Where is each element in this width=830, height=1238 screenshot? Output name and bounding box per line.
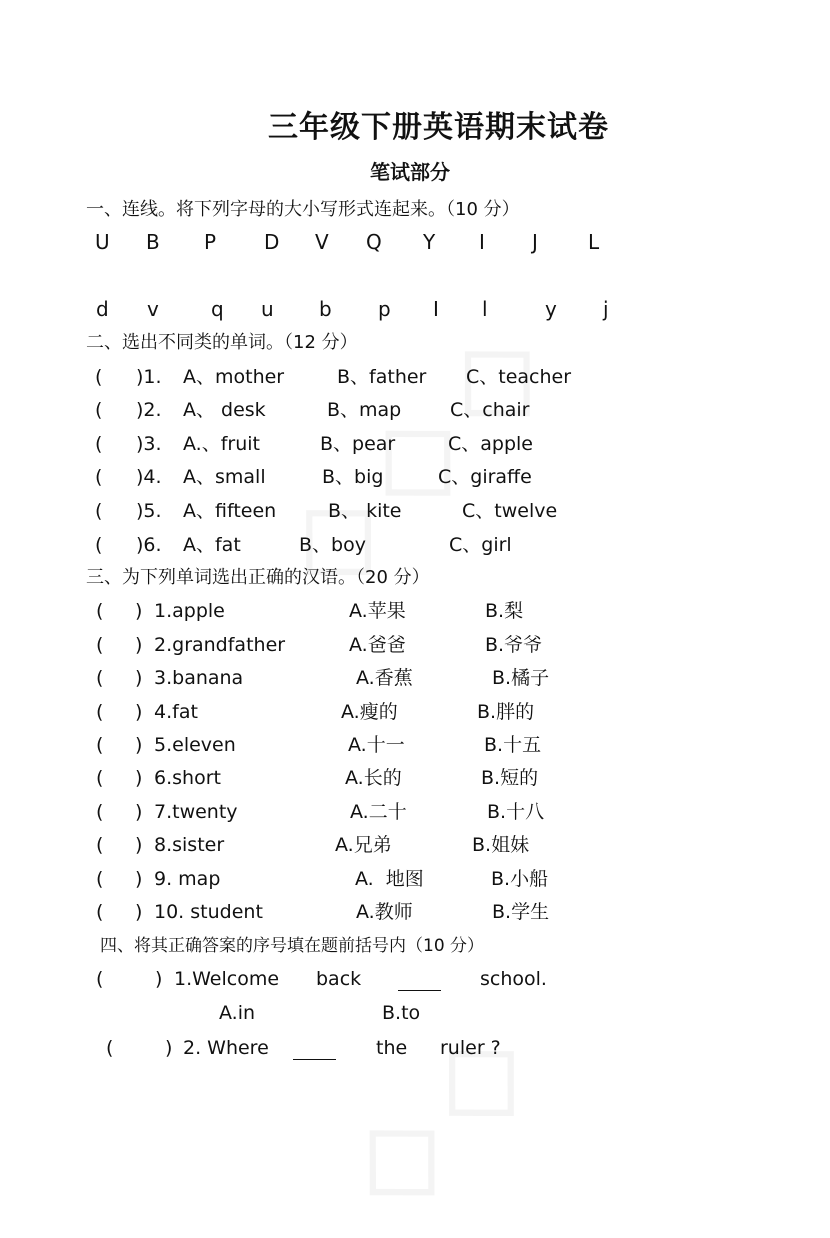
option-a: A、mother: [183, 366, 285, 388]
answer-paren-open[interactable]: (: [96, 868, 104, 890]
lower-letter: I: [433, 297, 439, 321]
option-b: B.橘子: [492, 667, 550, 689]
option-b: B.梨: [485, 600, 524, 622]
answer-paren-close: ): [135, 801, 143, 823]
option-b: B.爷爷: [485, 634, 543, 656]
sentence-word: 2. Where: [183, 1037, 269, 1059]
option-a: A、fat: [183, 534, 241, 556]
upper-letter: U: [95, 230, 110, 254]
english-word: 3.banana: [154, 667, 244, 689]
question-number: )1.: [136, 366, 162, 388]
option-a: A.长的: [345, 767, 402, 789]
fill-blank[interactable]: [398, 972, 441, 991]
answer-paren-open[interactable]: (: [96, 634, 104, 656]
answer-paren-open[interactable]: (: [95, 500, 103, 522]
sentence-word: back: [316, 968, 362, 990]
english-word: 7.twenty: [154, 801, 238, 823]
lower-letter: y: [545, 297, 557, 321]
upper-letter: Y: [423, 230, 436, 254]
english-word: 4.fat: [154, 701, 198, 723]
question-number: )4.: [136, 466, 162, 488]
answer-paren-open[interactable]: (: [95, 399, 103, 421]
english-word: 9. map: [154, 868, 221, 890]
option-b: B、 kite: [328, 500, 402, 522]
option-c: C、chair: [450, 399, 530, 421]
option-a: A.苹果: [349, 600, 406, 622]
english-word: 6.short: [154, 767, 221, 789]
option-b: B.姐妹: [472, 834, 530, 856]
question-number: )6.: [136, 534, 162, 556]
answer-paren-open[interactable]: (: [106, 1037, 114, 1059]
option-a: A、 desk: [183, 399, 266, 421]
option-a: A.教师: [356, 901, 413, 923]
option-c: C、giraffe: [438, 466, 532, 488]
option-a: A.in: [219, 1002, 256, 1024]
option-a: A.爸爸: [349, 634, 406, 656]
fill-blank[interactable]: [293, 1041, 336, 1060]
lower-letter: b: [319, 297, 332, 321]
answer-paren-close: ): [165, 1037, 173, 1059]
answer-paren-close: ): [135, 868, 143, 890]
option-c: C、twelve: [462, 500, 558, 522]
sentence-word: school.: [480, 968, 547, 990]
answer-paren-close: ): [135, 834, 143, 856]
option-c: C、teacher: [466, 366, 572, 388]
lower-letter: u: [261, 297, 274, 321]
section3-heading: 三、为下列单词选出正确的汉语。（20 分）: [86, 567, 430, 588]
upper-letter: B: [146, 230, 160, 254]
option-a: A.十一: [348, 734, 405, 756]
option-b: B.十五: [484, 734, 542, 756]
answer-paren-close: ): [135, 600, 143, 622]
answer-paren-close: ): [135, 701, 143, 723]
answer-paren-open[interactable]: (: [96, 734, 104, 756]
upper-letter: V: [315, 230, 329, 254]
answer-paren-open[interactable]: (: [95, 433, 103, 455]
answer-paren-open[interactable]: (: [96, 968, 104, 990]
option-a: A、fifteen: [183, 500, 277, 522]
section4-heading: 四、将其正确答案的序号填在题前括号内（10 分）: [100, 936, 485, 956]
english-word: 5.eleven: [154, 734, 236, 756]
page-subtitle: 笔试部分: [370, 160, 450, 184]
lower-letter: j: [603, 297, 609, 321]
answer-paren-close: ): [135, 767, 143, 789]
question-number: )3.: [136, 433, 162, 455]
answer-paren-close: ): [135, 901, 143, 923]
option-b: B.to: [382, 1002, 421, 1024]
upper-letter: J: [532, 230, 538, 254]
answer-paren-open[interactable]: (: [95, 534, 103, 556]
lower-letter: d: [96, 297, 109, 321]
answer-paren-close: ): [135, 734, 143, 756]
upper-letter: L: [588, 230, 600, 254]
option-c: C、girl: [449, 534, 512, 556]
option-b: B.短的: [481, 767, 539, 789]
upper-letter: Q: [366, 230, 382, 254]
english-word: 10. student: [154, 901, 263, 923]
answer-paren-open[interactable]: (: [95, 466, 103, 488]
answer-paren-open[interactable]: (: [96, 801, 104, 823]
option-c: C、apple: [448, 433, 533, 455]
option-a: A.香蕉: [356, 667, 413, 689]
answer-paren-open[interactable]: (: [96, 600, 104, 622]
answer-paren-close: ): [155, 968, 163, 990]
question-number: )5.: [136, 500, 162, 522]
english-word: 2.grandfather: [154, 634, 286, 656]
option-b: B.胖的: [477, 701, 535, 723]
lower-letter: q: [211, 297, 224, 321]
sentence-word: 1.Welcome: [174, 968, 280, 990]
section2-heading: 二、选出不同类的单词。（12 分）: [86, 332, 358, 353]
lower-letter: v: [147, 297, 159, 321]
answer-paren-open[interactable]: (: [95, 366, 103, 388]
section1-heading: 一、连线。将下列字母的大小写形式连起来。（10 分）: [86, 199, 520, 220]
answer-paren-open[interactable]: (: [96, 667, 104, 689]
answer-paren-open[interactable]: (: [96, 901, 104, 923]
option-b: B、father: [337, 366, 427, 388]
lower-letter: l: [482, 297, 488, 321]
watermark: [314, 981, 571, 1238]
option-b: B、map: [327, 399, 402, 421]
option-b: B、pear: [320, 433, 396, 455]
sentence-word: the: [376, 1037, 408, 1059]
upper-letter: P: [204, 230, 217, 254]
answer-paren-close: ): [135, 667, 143, 689]
sentence-word: ruler ?: [440, 1037, 501, 1059]
option-a: A. 地图: [355, 868, 424, 890]
option-a: A、small: [183, 466, 266, 488]
answer-paren-open[interactable]: (: [96, 767, 104, 789]
upper-letter: I: [479, 230, 485, 254]
upper-letter: D: [264, 230, 280, 254]
answer-paren-close: ): [135, 634, 143, 656]
page-title: 三年级下册英语期末试卷: [268, 110, 609, 145]
option-b: B.学生: [492, 901, 550, 923]
answer-paren-open[interactable]: (: [96, 834, 104, 856]
option-a: A.二十: [350, 801, 407, 823]
option-b: B、boy: [299, 534, 366, 556]
option-b: B、big: [322, 466, 384, 488]
english-word: 8.sister: [154, 834, 225, 856]
option-a: A.兄弟: [335, 834, 392, 856]
question-number: )2.: [136, 399, 162, 421]
option-b: B.小船: [491, 868, 549, 890]
option-a: A.瘦的: [341, 701, 398, 723]
lower-letter: p: [378, 297, 391, 321]
answer-paren-open[interactable]: (: [96, 701, 104, 723]
option-b: B.十八: [487, 801, 545, 823]
english-word: 1.apple: [154, 600, 225, 622]
option-a: A.、fruit: [183, 433, 260, 455]
